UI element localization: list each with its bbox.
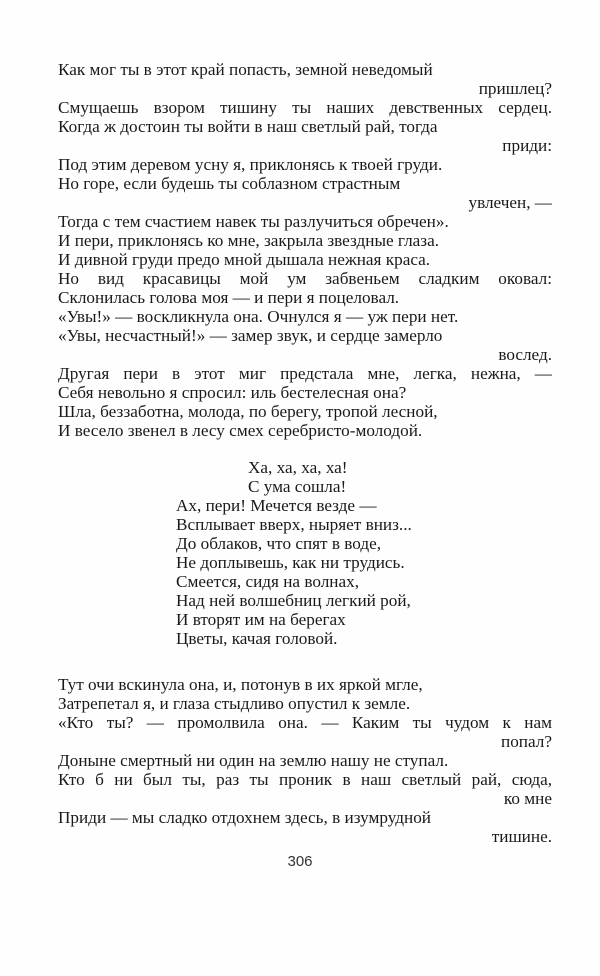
page-number: 306 [287, 853, 313, 870]
song-line: Смеется, сидя на волнах, [176, 572, 360, 591]
song-line: Над ней волшебниц легкий рой, [176, 591, 411, 610]
verse-line: Но вид красавицы мой ум забвеньем сладким оковал: [58, 269, 552, 288]
song-stanza [176, 458, 476, 648]
verse-line: Но горе, если будешь ты соблазном страстным [58, 174, 401, 193]
verse-line-continuation: приди: [502, 136, 552, 155]
verse-line: Смущаешь взором тишину ты наших девственных сердец. [58, 98, 552, 117]
verse-line: Тут очи вскинула она, и, потонув в их яркой мгле, [58, 675, 423, 694]
stanza-1 [58, 60, 552, 440]
verse-line-continuation: пришлец? [478, 79, 552, 98]
verse-line: Склонилась голова моя — и пери я поцеловал. [58, 288, 400, 307]
song-line: Цветы, качая головой. [176, 629, 338, 648]
verse-line: «Кто ты? — промолвила она. — Каким ты чудом к нам [58, 713, 552, 732]
verse-line-continuation: попал? [501, 732, 552, 751]
verse-line: Доныне смертный ни один на землю нашу не ступал. [58, 751, 449, 770]
verse-line-continuation: тишине. [491, 827, 552, 846]
verse-line-continuation: ко мне [503, 789, 552, 808]
verse-line: И дивной груди предо мной дышала нежная краса. [58, 250, 431, 269]
verse-line: Другая пери в этот миг предстала мне, легка, нежна, — [58, 364, 552, 383]
verse-line: Когда ж достоин ты войти в наш светлый рай, тогда [58, 117, 438, 136]
verse-line: И пери, приклонясь ко мне, закрыла звездные глаза. [58, 231, 440, 250]
verse-line: Под этим деревом усну я, приклонясь к твоей груди. [58, 155, 443, 174]
verse-line: Затрепетал я, и глаза стыдливо опустил к земле. [58, 694, 411, 713]
verse-line: Тогда с тем счастием навек ты разлучиться обречен». [58, 212, 449, 231]
song-line: Всплывает вверх, ныряет вниз... [176, 515, 412, 534]
verse-line-continuation: вослед. [498, 345, 552, 364]
song-line: С ума сошла! [248, 477, 347, 496]
song-line: Ах, пери! Мечется везде — [176, 496, 377, 515]
song-line: Не доплывешь, как ни трудись. [176, 553, 405, 572]
verse-line: «Увы!» — воскликнула она. Очнулся я — уж пери нет. [58, 307, 459, 326]
verse-line-continuation: увлечен, — [468, 193, 552, 212]
verse-line: Приди — мы сладко отдохнем здесь, в изумрудной [58, 808, 431, 827]
verse-line: Кто б ни был ты, раз ты проник в наш светлый рай, сюда, [58, 770, 552, 789]
stanza-2 [58, 675, 552, 846]
verse-line: Как мог ты в этот край попасть, земной неведомый [58, 60, 433, 79]
verse-line: Себя невольно я спросил: иль бестелесная она? [58, 383, 407, 402]
song-line: До облаков, что спят в воде, [176, 534, 382, 553]
song-line: И вторят им на берегах [176, 610, 346, 629]
verse-line: Шла, беззаботна, молода, по берегу, тропой лесной, [58, 402, 438, 421]
song-line: Ха, ха, ха, ха! [248, 458, 348, 477]
verse-line: И весело звенел в лесу смех серебристо-молодой. [58, 421, 423, 440]
verse-line: «Увы, несчастный!» — замер звук, и сердце замерло [58, 326, 443, 345]
